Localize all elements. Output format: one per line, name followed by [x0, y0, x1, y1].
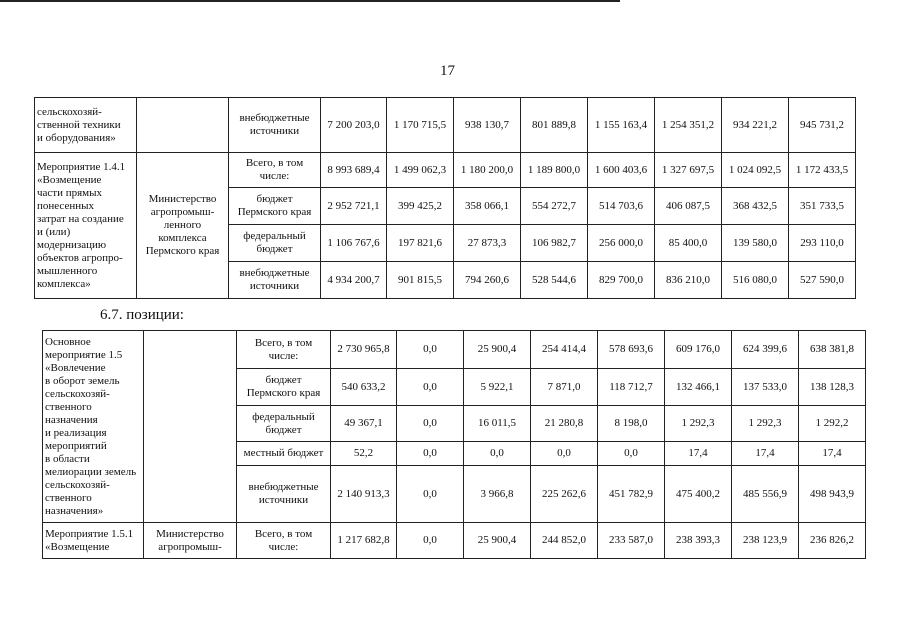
amount-cell: 1 155 163,4 [588, 98, 655, 153]
amount-cell: 1 327 697,5 [655, 153, 722, 188]
amount-cell: 2 952 721,1 [321, 188, 387, 225]
amount-cell: 49 367,1 [331, 406, 397, 442]
amount-cell: 236 826,2 [799, 523, 866, 559]
amount-cell: 945 731,2 [789, 98, 856, 153]
funding-source: внебюджетные источники [229, 98, 321, 153]
amount-cell: 0,0 [397, 523, 464, 559]
amount-cell: 514 703,6 [588, 188, 655, 225]
amount-cell: 0,0 [397, 369, 464, 406]
amount-cell: 8 993 689,4 [321, 153, 387, 188]
amount-cell: 609 176,0 [665, 331, 732, 369]
amount-cell: 485 556,9 [732, 466, 799, 523]
amount-cell: 138 128,3 [799, 369, 866, 406]
amount-cell: 25 900,4 [464, 523, 531, 559]
amount-cell: 528 544,6 [521, 262, 588, 299]
amount-cell: 5 922,1 [464, 369, 531, 406]
amount-cell: 836 210,0 [655, 262, 722, 299]
amount-cell: 3 966,8 [464, 466, 531, 523]
amount-cell: 1 189 800,0 [521, 153, 588, 188]
funding-source: внебюджетные источники [237, 466, 331, 523]
budget-table-positions [42, 330, 866, 559]
table-row [35, 98, 856, 153]
amount-cell: 578 693,6 [598, 331, 665, 369]
amount-cell: 137 533,0 [732, 369, 799, 406]
funding-source: Всего, в том числе: [229, 153, 321, 188]
amount-cell: 540 633,2 [331, 369, 397, 406]
amount-cell: 0,0 [397, 406, 464, 442]
amount-cell: 21 280,8 [531, 406, 598, 442]
funding-source: Всего, в том числе: [237, 331, 331, 369]
amount-cell: 498 943,9 [799, 466, 866, 523]
section-caption: 6.7. позиции: [100, 307, 184, 323]
amount-cell: 16 011,5 [464, 406, 531, 442]
amount-cell: 8 198,0 [598, 406, 665, 442]
amount-cell: 7 871,0 [531, 369, 598, 406]
amount-cell: 368 432,5 [722, 188, 789, 225]
amount-cell: 225 262,6 [531, 466, 598, 523]
amount-cell: 2 140 913,3 [331, 466, 397, 523]
funding-source: федеральный бюджет [237, 406, 331, 442]
amount-cell: 406 087,5 [655, 188, 722, 225]
amount-cell: 106 982,7 [521, 225, 588, 262]
amount-cell: 399 425,2 [387, 188, 454, 225]
amount-cell: 1 254 351,2 [655, 98, 722, 153]
amount-cell: 1 292,3 [732, 406, 799, 442]
responsible-organization: Министерство агропромыш- ленного комплекса Пермского края [137, 153, 229, 299]
amount-cell: 52,2 [331, 442, 397, 466]
amount-cell: 233 587,0 [598, 523, 665, 559]
responsible-organization: Министерство агропромыш- [144, 523, 237, 559]
amount-cell: 0,0 [598, 442, 665, 466]
table-row [35, 153, 856, 188]
amount-cell: 0,0 [397, 331, 464, 369]
amount-cell: 0,0 [397, 442, 464, 466]
amount-cell: 638 381,8 [799, 331, 866, 369]
event-description: Мероприятие 1.5.1 «Возмещение [43, 523, 144, 559]
amount-cell: 2 730 965,8 [331, 331, 397, 369]
amount-cell: 1 024 092,5 [722, 153, 789, 188]
amount-cell: 554 272,7 [521, 188, 588, 225]
table-row [43, 331, 866, 369]
amount-cell: 1 292,2 [799, 406, 866, 442]
amount-cell: 244 852,0 [531, 523, 598, 559]
amount-cell: 238 393,3 [665, 523, 732, 559]
amount-cell: 475 400,2 [665, 466, 732, 523]
amount-cell: 0,0 [397, 466, 464, 523]
amount-cell: 197 821,6 [387, 225, 454, 262]
amount-cell: 1 499 062,3 [387, 153, 454, 188]
amount-cell: 0,0 [464, 442, 531, 466]
amount-cell: 7 200 203,0 [321, 98, 387, 153]
table-row [43, 523, 866, 559]
amount-cell: 1 600 403,6 [588, 153, 655, 188]
event-description: Мероприятие 1.4.1 «Возмещение части прямых понесенных затрат на создание и (или) модернизацию объектов агропро- мышленного комплекса» [35, 153, 137, 299]
amount-cell: 256 000,0 [588, 225, 655, 262]
amount-cell: 794 260,6 [454, 262, 521, 299]
event-description: Основное мероприятие 1.5 «Вовлечение в оборот земель сельскохозяй- ственного назначения и реализация мероприятий в области мелиорации земель сельскохозяй- ственного назначения» [43, 331, 144, 523]
amount-cell: 358 066,1 [454, 188, 521, 225]
amount-cell: 451 782,9 [598, 466, 665, 523]
amount-cell: 901 815,5 [387, 262, 454, 299]
amount-cell: 624 399,6 [732, 331, 799, 369]
amount-cell: 17,4 [665, 442, 732, 466]
funding-source: бюджет Пермского края [229, 188, 321, 225]
amount-cell: 17,4 [732, 442, 799, 466]
amount-cell: 1 170 715,5 [387, 98, 454, 153]
top-rule [0, 0, 620, 2]
amount-cell: 4 934 200,7 [321, 262, 387, 299]
amount-cell: 1 217 682,8 [331, 523, 397, 559]
amount-cell: 801 889,8 [521, 98, 588, 153]
amount-cell: 0,0 [531, 442, 598, 466]
budget-table-continued [34, 97, 856, 299]
amount-cell: 132 466,1 [665, 369, 732, 406]
amount-cell: 25 900,4 [464, 331, 531, 369]
page-number: 17 [440, 63, 455, 79]
amount-cell: 254 414,4 [531, 331, 598, 369]
responsible-organization [137, 98, 229, 153]
funding-source: местный бюджет [237, 442, 331, 466]
amount-cell: 238 123,9 [732, 523, 799, 559]
amount-cell: 27 873,3 [454, 225, 521, 262]
amount-cell: 118 712,7 [598, 369, 665, 406]
amount-cell: 17,4 [799, 442, 866, 466]
amount-cell: 1 292,3 [665, 406, 732, 442]
amount-cell: 938 130,7 [454, 98, 521, 153]
amount-cell: 85 400,0 [655, 225, 722, 262]
funding-source: бюджет Пермского края [237, 369, 331, 406]
event-description: сельскохозяй- ственной техники и оборудования» [35, 98, 137, 153]
amount-cell: 829 700,0 [588, 262, 655, 299]
responsible-organization [144, 331, 237, 523]
amount-cell: 527 590,0 [789, 262, 856, 299]
amount-cell: 516 080,0 [722, 262, 789, 299]
amount-cell: 1 172 433,5 [789, 153, 856, 188]
amount-cell: 1 180 200,0 [454, 153, 521, 188]
amount-cell: 351 733,5 [789, 188, 856, 225]
amount-cell: 1 106 767,6 [321, 225, 387, 262]
funding-source: внебюджетные источники [229, 262, 321, 299]
funding-source: Всего, в том числе: [237, 523, 331, 559]
funding-source: федеральный бюджет [229, 225, 321, 262]
amount-cell: 934 221,2 [722, 98, 789, 153]
amount-cell: 293 110,0 [789, 225, 856, 262]
amount-cell: 139 580,0 [722, 225, 789, 262]
